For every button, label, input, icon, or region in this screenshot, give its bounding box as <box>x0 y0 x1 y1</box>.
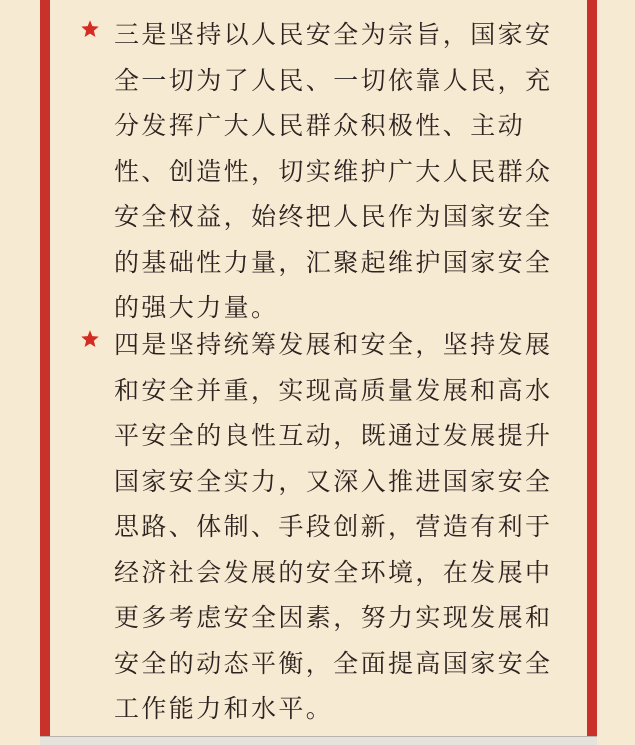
left-border-bar <box>40 0 50 745</box>
star-icon <box>80 329 100 349</box>
item-text: 四是坚持统筹发展和安全，坚持发展和安全并重，实现高质量发展和高水平安全的良性互动，既通过发展提升国家安全实力，又深入推进国家安全思路、体制、手段创新，营造有利于经济社会发展的安全环境，在发展中更多考虑安全因素，努力实现发展和安全的动态平衡，全面提高国家安全工作能力和水平。 <box>114 330 553 723</box>
right-border-bar <box>587 0 597 745</box>
star-icon <box>80 19 100 39</box>
bottom-divider <box>40 736 597 745</box>
item-text: 三是坚持以人民安全为宗旨，国家安全一切为了人民、一切依靠人民，充分发挥广大人民群众积极性、主动性、创造性，切实维护广大人民群众安全权益，始终把人民作为国家安全的基础性力量，汇聚起维护国家安全的强大力量。 <box>114 20 553 322</box>
